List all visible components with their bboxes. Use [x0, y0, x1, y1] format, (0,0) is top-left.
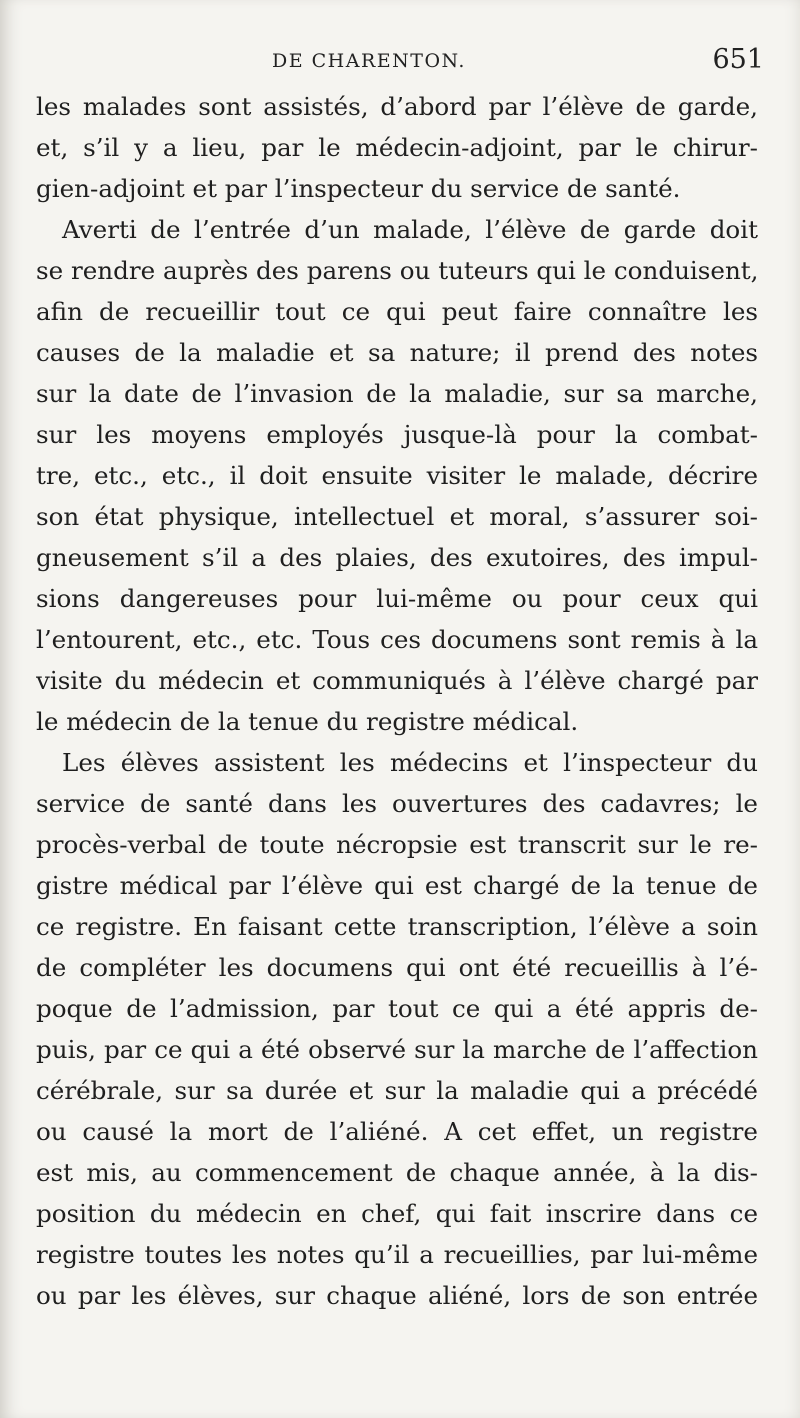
text-line: ce registre. En faisant cette transcription, l’élève a soin [36, 912, 758, 941]
text-line: gneusement s’il a des plaies, des exutoires, des impul- [36, 543, 758, 572]
text-line: gien-adjoint et par l’inspecteur du service de santé. [36, 174, 681, 203]
text-line: Les élèves assistent les médecins et l’inspecteur du [62, 748, 758, 777]
text-line: son état physique, intellectuel et moral, s’assurer soi- [36, 502, 758, 531]
text-line: ou causé la mort de l’aliéné. A cet effet, un registre [36, 1117, 758, 1146]
text-line: sur les moyens employés jusque-là pour la combat- [36, 420, 758, 449]
text-line: se rendre auprès des parens ou tuteurs qui le conduisent, [36, 256, 758, 285]
page-number: 651 [712, 44, 764, 75]
text-line: tre, etc., etc., il doit ensuite visiter le malade, décrire [36, 461, 758, 490]
text-line: afin de recueillir tout ce qui peut faire connaître les [36, 297, 758, 326]
text-line: sions dangereuses pour lui-même ou pour ceux qui [36, 584, 758, 613]
running-head: DE CHARENTON. [272, 50, 466, 72]
text-line: cérébrale, sur sa durée et sur la maladie qui a précédé [36, 1076, 758, 1105]
text-line: position du médecin en chef, qui fait inscrire dans ce [36, 1199, 758, 1228]
paragraph-1 [36, 86, 758, 209]
text-line: procès-verbal de toute nécropsie est transcrit sur le re- [36, 830, 758, 859]
text-line: gistre médical par l’élève qui est chargé de la tenue de [36, 871, 758, 900]
text-line: service de santé dans les ouvertures des cadavres; le [36, 789, 758, 818]
text-line: registre toutes les notes qu’il a recueillies, par lui-même [36, 1240, 758, 1269]
paragraph-2 [36, 209, 758, 742]
text-line: visite du médecin et communiqués à l’élève chargé par [36, 666, 758, 695]
body-text [36, 86, 758, 1316]
text-line: sur la date de l’invasion de la maladie, sur sa marche, [36, 379, 758, 408]
page-header [36, 44, 764, 84]
text-line: ou par les élèves, sur chaque aliéné, lors de son entrée [36, 1281, 758, 1310]
text-line: causes de la maladie et sa nature; il prend des notes [36, 338, 758, 367]
text-line: et, s’il y a lieu, par le médecin-adjoint, par le chirur- [36, 133, 758, 162]
text-line: les malades sont assistés, d’abord par l’élève de garde, [36, 92, 758, 121]
text-line: de compléter les documens qui ont été recueillis à l’é- [36, 953, 758, 982]
text-line: Averti de l’entrée d’un malade, l’élève de garde doit [62, 215, 758, 244]
text-line: est mis, au commencement de chaque année, à la dis- [36, 1158, 758, 1187]
text-line: poque de l’admission, par tout ce qui a été appris de- [36, 994, 758, 1023]
text-line: puis, par ce qui a été observé sur la marche de l’affection [36, 1035, 758, 1064]
paragraph-3 [36, 742, 758, 1316]
text-line: l’entourent, etc., etc. Tous ces documens sont remis à la [36, 625, 758, 654]
text-line: le médecin de la tenue du registre médical. [36, 707, 579, 736]
